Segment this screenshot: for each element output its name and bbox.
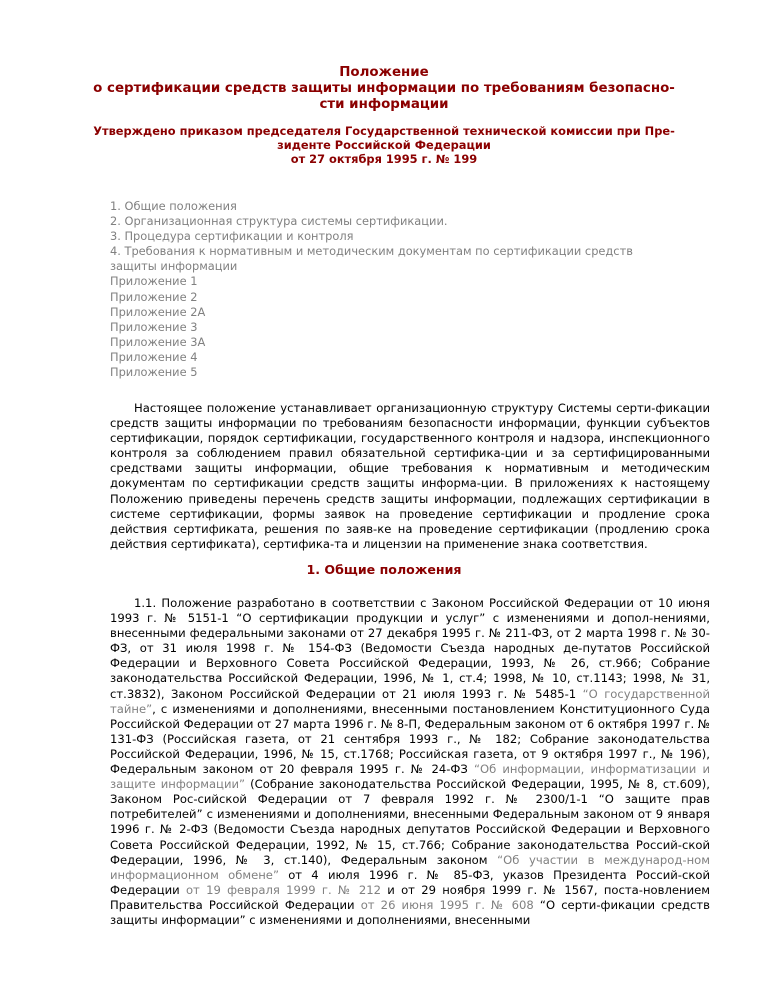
decree-link-212[interactable]: от 19 февраля 1999 г. № 212 (185, 882, 381, 897)
text-segment: (Собрание законодательства Российской Федерации, 1995, № 8, ст.609), Законом Рос-сийской Федерации от 7 февраля 1992 г. № 2300/1-1 “О защите прав потребителей” с изменениями и дополнениями, внесенными Федеральным законом от 9 января 1996 г. № 2-ФЗ (Ведомости Съезда народных депутатов Российской Федерации и Верховного Совета Российской Федерации, 1992, № 15, ст.766; Собрание законодательства Россий-ской Федерации, 1996, № 3, ст.140), Федеральным законом (110, 777, 710, 867)
toc-link-appendix-4[interactable]: Приложение 4 (110, 349, 198, 364)
toc-link-requirements-cont[interactable]: защиты информации (110, 259, 238, 274)
title-line-3: сти информации (319, 97, 449, 112)
title-line-1: Положение (339, 65, 429, 80)
toc-link-requirements[interactable]: 4. Требования к нормативным и методическим документам по сертификации средств (110, 244, 633, 259)
toc-link-procedure[interactable]: 3. Процедура сертификации и контроля (110, 229, 354, 244)
law-link-state-secret[interactable]: “О государственной тайне” (110, 686, 710, 716)
toc-link-appendix-3a[interactable]: Приложение 3А (110, 334, 206, 349)
approval-line-1: Утверждено приказом председателя Государственной технической комиссии при Пре- (93, 124, 675, 138)
approval-line-3: от 27 октября 1995 г. № 199 (290, 152, 478, 166)
text-segment: “О серти-фикации средств защиты информации” с изменениями и дополнениями, внесенными (110, 897, 711, 927)
toc-link-appendix-2[interactable]: Приложение 2 (110, 289, 198, 304)
text-segment: и от 29 ноября 1999 г. № 1567, поста-новлением Правительства Российской Федерации (110, 882, 710, 912)
text-segment: от 4 июля 1996 г. № 85-ФЗ, указов Президента Россий-ской Федерации (110, 867, 710, 897)
section-1-body (110, 596, 710, 928)
table-of-contents (110, 199, 730, 380)
document-title (0, 65, 768, 113)
approval-line-2: зиденте Российской Федерации (277, 138, 491, 152)
toc-link-general[interactable]: 1. Общие положения (110, 199, 237, 213)
toc-link-appendix-3[interactable]: Приложение 3 (110, 319, 198, 334)
section-1-heading: 1. Общие положения (306, 562, 462, 577)
toc-link-appendix-5[interactable]: Приложение 5 (110, 365, 198, 380)
title-line-2: о сертификации средств защиты информации по требованиям безопасно- (93, 81, 675, 96)
intro-paragraph: Настоящее положение устанавливает организационную структуру Системы серти-фикации средств защиты информации по требованиям безопасности информации, функции субъектов сертификации, порядок сертификации, государственного контроля и надзора, инспекционного контроля за соблюдением правил обязательной сертифика-ции и за сертифицированными средствами защиты информации, общие требования к нормативным и методическим документам по сертификации средств защиты информа-ции. В приложениях к настоящему Положению приведены перечень средств защиты информации, подлежащих сертификации в системе сертификации, формы заявок на проведение сертификации и продление срока действия сертификата, решения по заяв-ке на проведение сертификации (продлению срока действия сертификата), сертифика-та и лицензии на применение знака соответствия. (110, 401, 710, 551)
toc-link-appendix-2a[interactable]: Приложение 2А (110, 304, 206, 319)
text-segment: , с изменениями и дополнениями, внесенными постановлением Конституционного Суда Российской Федерации от 27 марта 1996 г. № 8-П, Федеральным законом от 6 октября 1997 г. № 131-ФЗ (Российская газета, от 21 сентября 1993 г., № 182; Собрание законодательства Российской Федерации, 1996, № 15, ст.1768; Российская газета, от 9 октября 1997 г., № 196), Федеральным законом от 20 февраля 1995 г. № 24-ФЗ (110, 701, 710, 777)
intro-section (110, 401, 710, 552)
approval-note (0, 124, 768, 166)
text-segment: 1.1. Положение разработано в соответствии с Законом Российской Федерации от 10 июня 1993 г. № 5151-1 “О сертификации продукции и услуг” с изменениями и допол-нениями, внесенными федеральными законами от 27 декабря 1995 г. № 211-ФЗ, от 2 марта 1998 г. № 30-ФЗ, от 31 июля 1998 г. № 154-ФЗ (Ведомости Съезда народных де-путатов Российской Федерации и Верховного Совета Российской Федерации, 1993, № 26, ст.966; Собрание законодательства Российской Федерации, 1996, № 1, ст.4; 1998, № 10, ст.1143; 1998, № 31, ст.3832), Законом Российской Федерации от 21 июля 1993 г. № 5485-1 (110, 596, 710, 701)
toc-link-structure[interactable]: 2. Организационная структура системы сертификации. (110, 214, 448, 229)
law-link-information[interactable]: “Об информации, информатизации и защите информации” (110, 762, 710, 792)
paragraph-1-1 (110, 596, 710, 928)
law-link-international-exchange[interactable]: “Об участии в международ-ном информационном обмене” (110, 852, 710, 882)
resolution-link-608[interactable]: от 26 июня 1995 г. № 608 (360, 897, 534, 912)
toc-link-appendix-1[interactable]: Приложение 1 (110, 274, 198, 289)
